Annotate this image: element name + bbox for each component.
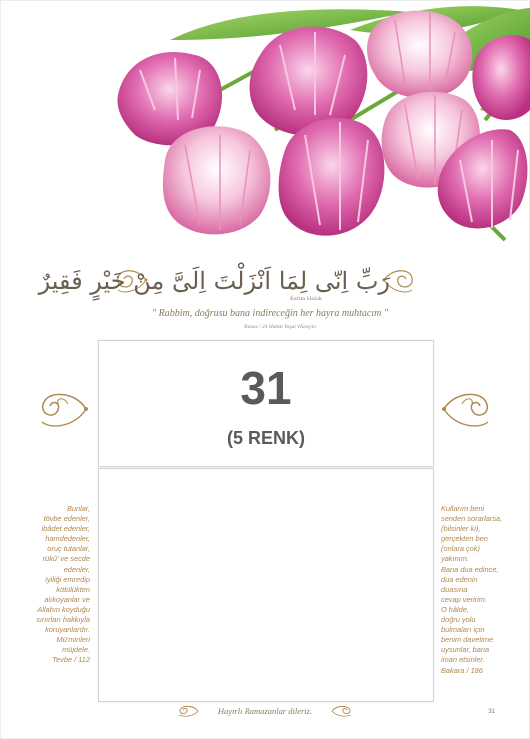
right-verse-line: yakınım. [441, 554, 469, 564]
left-verse-line: iyiliği emredip [45, 574, 90, 584]
left-verse-line: sınırları hakkıyla [36, 615, 90, 625]
right-verse-line: Bana dua edince, [441, 564, 499, 574]
right-side-ornament-icon [440, 382, 500, 436]
right-verse-line: bulmaları için [441, 625, 485, 635]
color-count-note: (5 RENK) [226, 428, 305, 448]
left-verse-line: tövbe edenler, [43, 514, 90, 524]
date-box [98, 340, 434, 467]
left-verse-line: ibâdet edenler, [41, 524, 90, 534]
left-verse-line: koruyanlardır. [45, 625, 90, 635]
left-verse-line: kötülükten [56, 584, 90, 594]
right-verse-line: O hâlde, [441, 604, 469, 614]
right-verse-line: (bilsinler ki), [441, 524, 481, 534]
tulip-bouquet-image [100, 0, 530, 250]
right-verse-line: iman etsinler. [441, 655, 485, 665]
left-verse-line: alıkoyanlar ve [44, 594, 90, 604]
right-verse-reference: Bakara / 186 [441, 665, 483, 675]
left-verse-reference: Tevbe / 112 [52, 655, 90, 665]
page-number: 31 [488, 709, 495, 715]
right-verse-line: benim davetime [441, 635, 494, 645]
right-verse-text [441, 504, 527, 676]
left-verse-line: edenler, [63, 564, 90, 574]
left-verse-line: hamdedenler, [45, 534, 90, 544]
date-number: 31 [240, 362, 292, 414]
right-verse-line: cevap veririm. [441, 594, 487, 604]
left-verse-line: Mü'minleri [56, 635, 90, 645]
right-verse-line: doğru yolu [441, 615, 476, 625]
verse-translation: " Rabbim, doğrusu bana indireceğin her hayra muhtacım " [151, 308, 389, 319]
right-verse-line: uysunlar, bana [441, 645, 490, 655]
left-verse-line: rükû' ve secde [42, 554, 90, 564]
left-verse-line: Bunlar, [66, 504, 90, 513]
footer-greeting: Hayırlı Ramazanlar dileriz. [217, 706, 313, 716]
right-verse-line: (onlara çok) [441, 544, 481, 554]
left-verse-text [0, 504, 92, 666]
left-verse-line: Allahın koyduğu [37, 604, 90, 614]
arabic-calligraphy: رَبِّ اِنّى لِمَا اَنْزَلْتَ اِلَىَّ مِنْ خَيْرٍ فَقِيرٌ [38, 267, 390, 295]
left-verse-line: müjdele. [62, 645, 90, 655]
left-verse-line: oruç tutanlar, [47, 544, 90, 554]
notes-box [98, 468, 434, 702]
left-side-ornament-icon [30, 382, 90, 436]
verse-source: Kasas / 24 Hattat Yaşar Hüseyin [244, 324, 316, 330]
right-verse-line: Kullarım beni [441, 504, 485, 513]
right-verse-line: duasına [441, 584, 468, 594]
right-verse-line: gerçekten ben [441, 534, 488, 544]
calligraphy-signature: Kerim Haluk [290, 296, 323, 302]
footer-right-ornament-icon [330, 704, 354, 718]
right-verse-line: dua edenin [441, 574, 478, 584]
right-verse-line: senden sorarlarsa, [441, 514, 503, 524]
